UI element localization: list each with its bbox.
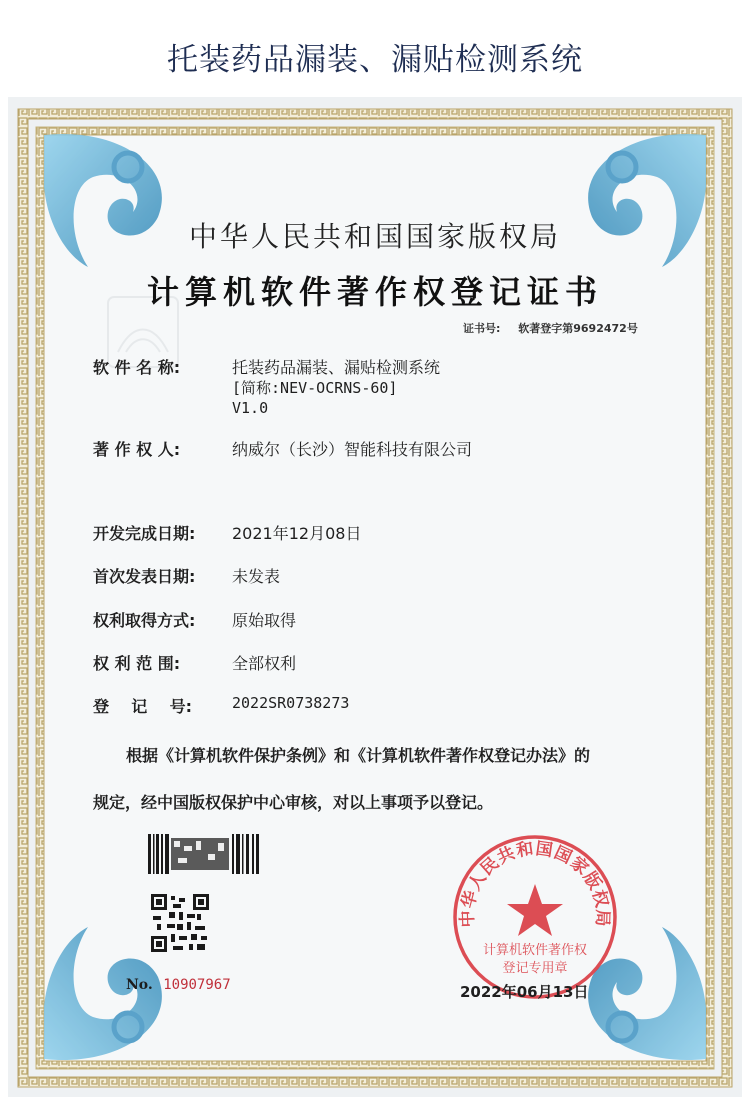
page-heading: 托装药品漏装、漏贴检测系统 bbox=[167, 42, 583, 78]
acquisition-label: 权利取得方式: bbox=[93, 611, 196, 630]
completion-date: 2021年12月08日 bbox=[232, 524, 362, 543]
barcode bbox=[148, 834, 260, 874]
registration-number: 2022SR0738273 bbox=[232, 694, 350, 712]
stamp-line-1: 计算机软件著作权 bbox=[482, 943, 588, 958]
stamp-line-2: 登记专用章 bbox=[502, 961, 568, 976]
software-short-name: [简称:NEV-OCRNS-60] bbox=[232, 379, 398, 397]
owner: 纳威尔（长沙）智能科技有限公司 bbox=[232, 440, 473, 459]
certificate-title: 计算机软件著作权登记证书 bbox=[146, 273, 603, 311]
acquisition: 原始取得 bbox=[232, 611, 297, 630]
official-stamp bbox=[450, 832, 620, 1002]
certificate-number-label: 证书号: bbox=[463, 322, 501, 335]
certificate-number-value: 软著登字第9692472号 bbox=[518, 322, 638, 335]
scope-label: 权 利 范 围: bbox=[93, 654, 181, 673]
scope: 全部权利 bbox=[232, 654, 297, 673]
completion-date-label: 开发完成日期: bbox=[93, 524, 196, 543]
serial-label: No. bbox=[126, 977, 153, 993]
certificate bbox=[8, 97, 742, 1097]
stamp-ring-text: 中华人民共和国国家版权局 bbox=[457, 838, 613, 928]
software-name-label: 软 件 名 称: bbox=[93, 358, 181, 377]
statement-line-2: 规定，经中国版权保护中心审核，对以上事项予以登记。 bbox=[93, 793, 494, 812]
serial-value: 10907967 bbox=[163, 977, 231, 993]
first-publish: 未发表 bbox=[232, 567, 281, 586]
certificate-number bbox=[463, 320, 638, 336]
owner-label: 著 作 权 人: bbox=[93, 440, 181, 459]
first-publish-label: 首次发表日期: bbox=[93, 567, 196, 586]
stamp-star bbox=[507, 884, 563, 936]
registration-number-label: 登 记 号: bbox=[93, 697, 192, 716]
serial-number bbox=[126, 977, 231, 993]
software-name: 托装药品漏装、漏贴检测系统 bbox=[232, 358, 441, 377]
qr-code bbox=[151, 894, 209, 952]
issue-date: 2022年06月13日 bbox=[460, 983, 589, 1001]
statement-line-1: 根据《计算机软件保护条例》和《计算机软件著作权登记办法》的 bbox=[126, 746, 591, 765]
issuer-name: 中华人民共和国国家版权局 bbox=[188, 220, 561, 253]
software-version: V1.0 bbox=[232, 399, 269, 417]
